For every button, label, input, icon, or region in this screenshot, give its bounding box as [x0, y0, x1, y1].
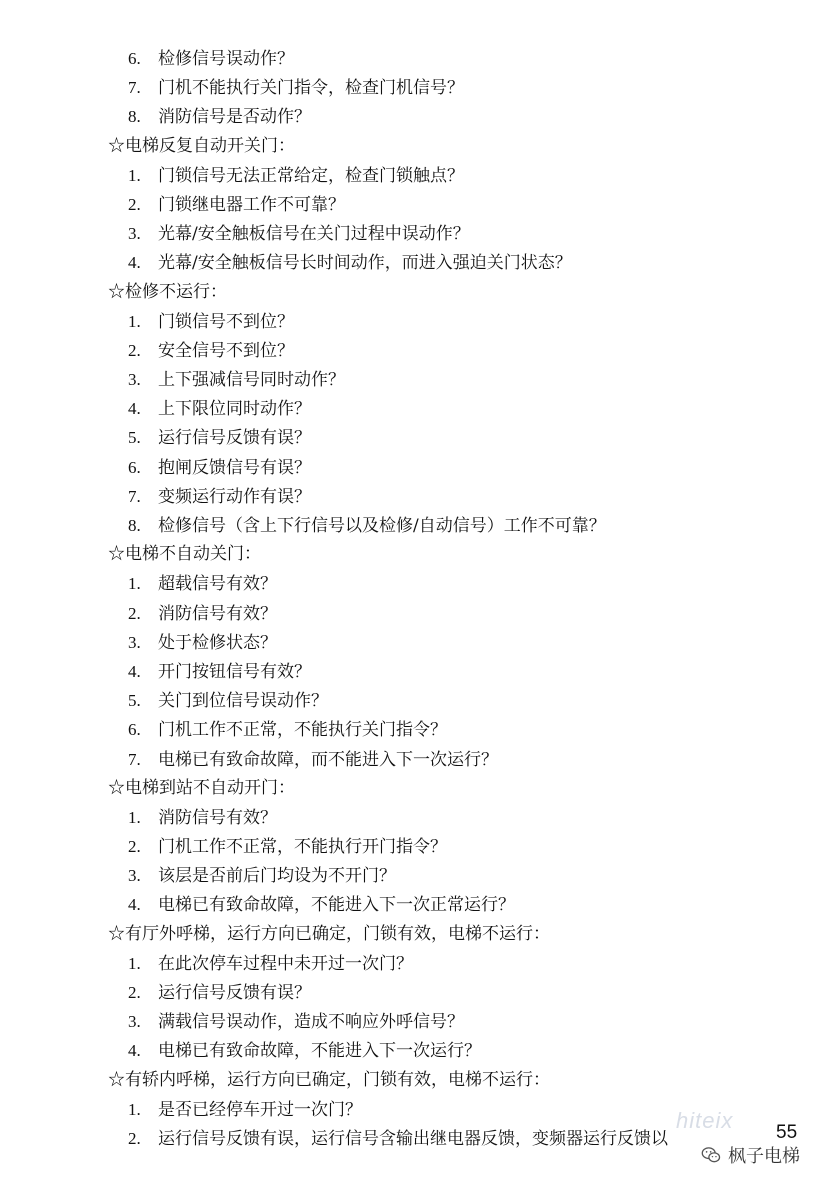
item-number: 3. — [128, 1012, 141, 1032]
item-number: 2. — [128, 837, 141, 857]
list-item — [0, 949, 838, 978]
document-body — [0, 44, 838, 1153]
list-item — [0, 161, 838, 190]
item-text: 运行信号反馈有误，运行信号含输出继电器反馈，变频器运行反馈以 — [158, 1128, 668, 1149]
list-item — [0, 657, 838, 686]
list-item — [0, 715, 838, 744]
item-text: 超载信号有效？ — [158, 574, 277, 595]
item-number: 4. — [128, 661, 141, 681]
list-item — [0, 219, 838, 248]
list-item — [0, 482, 838, 511]
list-item — [0, 511, 838, 540]
list-item — [0, 336, 838, 365]
list-item — [0, 1036, 838, 1065]
list-item — [0, 803, 838, 832]
item-text: 消防信号是否动作？ — [158, 107, 311, 128]
item-number: 5. — [128, 691, 141, 711]
item-text: 运行信号反馈有误？ — [158, 428, 311, 449]
item-text: 电梯已有致命故障，不能进入下一次正常运行？ — [158, 895, 515, 916]
item-text: 门机不能执行关门指令，检查门机信号？ — [158, 78, 464, 99]
item-text: 检修信号误动作？ — [158, 49, 294, 69]
watermark: hiteix — [676, 1108, 734, 1133]
item-text: 门机工作不正常，不能执行关门指令？ — [158, 720, 447, 741]
brand-name: 枫子电梯 — [728, 1146, 800, 1167]
item-number: 2. — [128, 194, 141, 214]
list-item — [0, 1007, 838, 1036]
item-text: 在此次停车过程中未开过一次门？ — [158, 953, 413, 974]
item-text: 消防信号有效？ — [158, 603, 277, 624]
item-number: 7. — [128, 78, 141, 98]
item-text: 检修信号（含上下行信号以及检修/自动信号）工作不可靠？ — [158, 516, 606, 536]
list-item — [0, 890, 838, 919]
list-item — [0, 394, 838, 423]
item-text: 满载信号误动作，造成不响应外呼信号？ — [158, 1012, 464, 1033]
item-number: 3. — [128, 224, 141, 244]
item-number: 1. — [128, 953, 141, 973]
section-heading: ☆电梯反复自动开关门： — [108, 135, 295, 156]
wechat-icon — [700, 1144, 722, 1166]
item-text: 光幕/安全触板信号长时间动作，而进入强迫关门状态？ — [158, 253, 572, 274]
item-number: 8. — [128, 107, 141, 127]
item-text: 门锁继电器工作不可靠？ — [158, 194, 345, 215]
list-item — [0, 745, 838, 774]
item-number: 2. — [128, 340, 141, 360]
item-number: 5. — [128, 428, 141, 448]
list-item — [0, 102, 838, 131]
item-text: 该层是否前后门均设为不开门？ — [158, 866, 396, 887]
item-number: 7. — [128, 749, 141, 769]
item-number: 6. — [128, 49, 141, 68]
list-item — [0, 569, 838, 598]
item-text: 安全信号不到位？ — [158, 340, 294, 361]
list-item — [0, 686, 838, 715]
item-text: 处于检修状态？ — [158, 632, 277, 653]
item-number: 4. — [128, 895, 141, 915]
section-heading: ☆有厅外呼梯，运行方向已确定，门锁有效，电梯不运行： — [108, 923, 550, 944]
item-number: 4. — [128, 1041, 141, 1061]
item-text: 运行信号反馈有误？ — [158, 983, 311, 1003]
item-text: 关门到位信号误动作？ — [158, 691, 328, 712]
list-item — [0, 978, 838, 1007]
item-text: 电梯已有致命故障，而不能进入下一次运行？ — [158, 749, 498, 770]
item-text: 消防信号有效？ — [158, 807, 277, 828]
section-heading: ☆检修不运行： — [108, 281, 227, 302]
list-item — [0, 44, 838, 73]
item-number: 3. — [128, 632, 141, 652]
list-item — [0, 832, 838, 861]
item-number: 6. — [128, 720, 141, 740]
brand-badge — [700, 1142, 800, 1168]
item-number: 3. — [128, 370, 141, 390]
section-heading: ☆电梯不自动关门： — [108, 544, 261, 565]
item-number: 7. — [128, 486, 141, 506]
item-number: 1. — [128, 1099, 141, 1119]
section-heading: ☆有轿内呼梯，运行方向已确定，门锁有效，电梯不运行： — [108, 1069, 550, 1090]
list-item — [0, 628, 838, 657]
item-number: 4. — [128, 399, 141, 419]
item-text: 是否已经停车开过一次门？ — [158, 1099, 362, 1120]
list-item — [0, 190, 838, 219]
item-number: 8. — [128, 516, 141, 535]
item-text: 电梯已有致命故障，不能进入下一次运行？ — [158, 1041, 481, 1062]
list-item — [0, 248, 838, 277]
list-item — [0, 861, 838, 890]
list-item — [0, 73, 838, 102]
item-number: 2. — [128, 983, 141, 1002]
item-number: 2. — [128, 603, 141, 623]
item-text: 门锁信号不到位？ — [158, 311, 294, 332]
item-number: 1. — [128, 807, 141, 827]
list-item — [0, 599, 838, 628]
section-heading: ☆电梯到站不自动开门： — [108, 777, 295, 798]
item-text: 上下限位同时动作？ — [158, 399, 311, 420]
item-text: 变频运行动作有误？ — [158, 486, 311, 507]
list-item — [0, 365, 838, 394]
item-number: 1. — [128, 165, 141, 185]
item-number: 1. — [128, 311, 141, 331]
item-number: 6. — [128, 457, 141, 477]
item-text: 门机工作不正常，不能执行开门指令？ — [158, 837, 447, 858]
list-item — [0, 307, 838, 336]
item-number: 2. — [128, 1128, 141, 1148]
item-text: 门锁信号无法正常给定，检查门锁触点？ — [158, 165, 464, 186]
item-number: 1. — [128, 574, 141, 594]
list-item — [0, 423, 838, 452]
item-text: 抱闸反馈信号有误？ — [158, 457, 311, 478]
list-item — [0, 453, 838, 482]
item-number: 3. — [128, 866, 141, 886]
item-text: 光幕/安全触板信号在关门过程中误动作？ — [158, 224, 470, 245]
item-number: 4. — [128, 253, 141, 273]
page-number: 55 — [776, 1122, 798, 1143]
item-text: 开门按钮信号有效？ — [158, 661, 311, 682]
item-text: 上下强减信号同时动作？ — [158, 370, 345, 391]
